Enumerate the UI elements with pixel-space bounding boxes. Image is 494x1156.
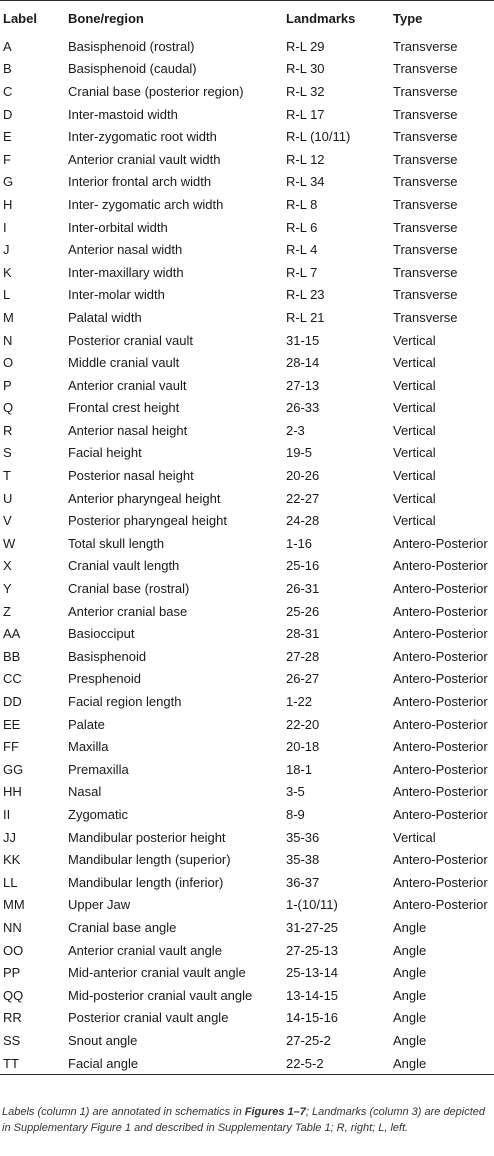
cell-type: Transverse [393, 219, 458, 235]
cell-bone-region: Facial height [68, 445, 142, 461]
table-row [0, 238, 494, 261]
cell-type: Transverse [393, 287, 458, 303]
cell-type: Angle [393, 942, 427, 958]
cell-label: PP [3, 965, 21, 981]
cell-label: R [3, 422, 13, 438]
cell-landmarks: R-L 23 [286, 287, 325, 303]
cell-bone-region: Posterior pharyngeal height [68, 513, 227, 529]
table-row [0, 509, 494, 532]
cell-bone-region: Anterior nasal width [68, 242, 183, 258]
cell-type: Transverse [393, 106, 458, 122]
cell-landmarks: 1-22 [286, 694, 313, 710]
cell-bone-region: Zygomatic [68, 806, 128, 822]
cell-label: I [3, 219, 7, 235]
cell-type: Antero-Posterior [393, 874, 488, 890]
cell-bone-region: Facial angle [68, 1055, 139, 1071]
cell-bone-region: Posterior cranial vault [68, 332, 193, 348]
table-row [0, 713, 494, 736]
cell-type: Transverse [393, 264, 458, 280]
table-row [0, 555, 494, 578]
cell-bone-region: Inter-mastoid width [68, 106, 178, 122]
cell-bone-region: Mandibular length (inferior) [68, 874, 224, 890]
cell-landmarks: R-L 7 [286, 264, 318, 280]
cell-type: Antero-Posterior [393, 806, 488, 822]
cell-landmarks: 25-26 [286, 603, 320, 619]
table-bottom-rule [0, 1074, 494, 1075]
cell-type: Antero-Posterior [393, 558, 488, 574]
cell-label: DD [3, 694, 22, 710]
cell-type: Transverse [393, 309, 458, 325]
table-row [0, 600, 494, 623]
table-footnote [2, 1104, 490, 1136]
cell-label: S [3, 445, 12, 461]
cell-type: Vertical [393, 355, 436, 371]
cell-type: Antero-Posterior [393, 694, 488, 710]
cell-bone-region: Posterior nasal height [68, 468, 194, 484]
cell-type: Vertical [393, 829, 436, 845]
cell-type: Transverse [393, 61, 458, 77]
cell-label: P [3, 377, 12, 393]
cell-bone-region: Inter- zygomatic arch width [68, 196, 224, 212]
cell-bone-region: Basiocciput [68, 626, 135, 642]
table-row [0, 216, 494, 239]
cell-label: X [3, 558, 12, 574]
cell-label: SS [3, 1032, 21, 1048]
cell-landmarks: R-L 32 [286, 83, 325, 99]
cell-label: A [3, 38, 12, 54]
cell-label: H [3, 196, 13, 212]
cell-bone-region: Middle cranial vault [68, 355, 180, 371]
cell-bone-region: Mid-anterior cranial vault angle [68, 965, 246, 981]
cell-bone-region: Basisphenoid (rostral) [68, 38, 195, 54]
table-row [0, 419, 494, 442]
table-row [0, 781, 494, 804]
measurement-table [0, 1, 494, 1074]
cell-label: BB [3, 648, 21, 664]
table-row [0, 397, 494, 420]
table-row [0, 261, 494, 284]
cell-bone-region: Basisphenoid (caudal) [68, 61, 197, 77]
cell-type: Transverse [393, 242, 458, 258]
cell-label: KK [3, 852, 21, 868]
header-bone-region: Bone/region [68, 10, 144, 26]
cell-bone-region: Total skull length [68, 535, 165, 551]
cell-landmarks: 1-16 [286, 535, 313, 551]
table-row [0, 80, 494, 103]
cell-landmarks: 31-27-25 [286, 919, 339, 935]
cell-bone-region: Palatal width [68, 309, 142, 325]
cell-label: FF [3, 739, 19, 755]
cell-type: Vertical [393, 377, 436, 393]
table-row [0, 351, 494, 374]
cell-type: Antero-Posterior [393, 626, 488, 642]
cell-label: L [3, 287, 11, 303]
cell-label: Q [3, 400, 14, 416]
table-row [0, 464, 494, 487]
header-landmarks: Landmarks [286, 10, 356, 26]
cell-label: N [3, 332, 13, 348]
cell-landmarks: 28-14 [286, 355, 320, 371]
cell-type: Antero-Posterior [393, 852, 488, 868]
table-row [0, 103, 494, 126]
header-label: Label [3, 10, 37, 26]
cell-label: CC [3, 671, 22, 687]
table-row [0, 1052, 494, 1075]
cell-landmarks: R-L 21 [286, 309, 325, 325]
cell-landmarks: R-L 17 [286, 106, 325, 122]
cell-type: Antero-Posterior [393, 739, 488, 755]
cell-landmarks: 18-1 [286, 761, 313, 777]
cell-landmarks: 20-26 [286, 468, 320, 484]
cell-label: JJ [3, 829, 16, 845]
table-row [0, 442, 494, 465]
cell-bone-region: Anterior nasal height [68, 422, 188, 438]
table-row [0, 758, 494, 781]
cell-label: EE [3, 716, 21, 732]
cell-label: RR [3, 1010, 22, 1026]
cell-type: Transverse [393, 151, 458, 167]
cell-landmarks: 26-31 [286, 581, 320, 597]
footnote-text-1: Labels (column 1) are annotated in schematics in [2, 1106, 245, 1118]
cell-label: C [3, 83, 13, 99]
cell-bone-region: Palate [68, 716, 105, 732]
cell-type: Antero-Posterior [393, 581, 488, 597]
table-row [0, 1029, 494, 1052]
cell-landmarks: 25-13-14 [286, 965, 339, 981]
cell-landmarks: 22-27 [286, 490, 320, 506]
cell-bone-region: Frontal crest height [68, 400, 180, 416]
cell-landmarks: 20-18 [286, 739, 320, 755]
cell-type: Transverse [393, 129, 458, 145]
table-row [0, 735, 494, 758]
header-type: Type [393, 10, 423, 26]
cell-label: F [3, 151, 11, 167]
table-row [0, 171, 494, 194]
cell-landmarks: 27-25-13 [286, 942, 339, 958]
cell-label: D [3, 106, 13, 122]
cell-label: W [3, 535, 16, 551]
cell-landmarks: R-L 6 [286, 219, 318, 235]
cell-landmarks: 28-31 [286, 626, 320, 642]
table-row [0, 148, 494, 171]
table-header-row [0, 1, 494, 35]
table-row [0, 939, 494, 962]
cell-landmarks: 24-28 [286, 513, 320, 529]
cell-landmarks: R-L 12 [286, 151, 325, 167]
cell-bone-region: Nasal [68, 784, 102, 800]
cell-type: Antero-Posterior [393, 784, 488, 800]
cell-label: TT [3, 1055, 19, 1071]
cell-bone-region: Anterior pharyngeal height [68, 490, 221, 506]
cell-landmarks: R-L (10/11) [286, 129, 351, 145]
cell-label: J [3, 242, 10, 258]
cell-label: K [3, 264, 12, 280]
table-row [0, 306, 494, 329]
cell-bone-region: Upper Jaw [68, 897, 131, 913]
cell-landmarks: R-L 4 [286, 242, 318, 258]
cell-label: E [3, 129, 12, 145]
cell-landmarks: 31-15 [286, 332, 320, 348]
cell-label: HH [3, 784, 22, 800]
cell-type: Transverse [393, 38, 458, 54]
cell-landmarks: 27-13 [286, 377, 320, 393]
cell-label: U [3, 490, 13, 506]
cell-landmarks: 27-28 [286, 648, 320, 664]
cell-type: Antero-Posterior [393, 761, 488, 777]
table-row [0, 871, 494, 894]
table-row [0, 984, 494, 1007]
table-row [0, 690, 494, 713]
cell-type: Vertical [393, 445, 436, 461]
table-row [0, 125, 494, 148]
table-row [0, 916, 494, 939]
cell-landmarks: 26-27 [286, 671, 320, 687]
cell-type: Vertical [393, 468, 436, 484]
cell-label: T [3, 468, 11, 484]
cell-bone-region: Facial region length [68, 694, 182, 710]
cell-type: Vertical [393, 422, 436, 438]
cell-landmarks: 2-3 [286, 422, 305, 438]
cell-type: Vertical [393, 513, 436, 529]
cell-bone-region: Mandibular posterior height [68, 829, 226, 845]
cell-bone-region: Snout angle [68, 1032, 138, 1048]
cell-bone-region: Inter-molar width [68, 287, 165, 303]
cell-bone-region: Inter-zygomatic root width [68, 129, 217, 145]
cell-label: II [3, 806, 11, 822]
cell-type: Vertical [393, 400, 436, 416]
cell-landmarks: 13-14-15 [286, 987, 339, 1003]
cell-landmarks: 35-36 [286, 829, 320, 845]
cell-bone-region: Anterior cranial base [68, 603, 188, 619]
cell-type: Angle [393, 987, 427, 1003]
cell-landmarks: 35-38 [286, 852, 320, 868]
cell-bone-region: Cranial base (posterior region) [68, 83, 244, 99]
cell-bone-region: Mid-posterior cranial vault angle [68, 987, 253, 1003]
cell-type: Angle [393, 965, 427, 981]
cell-label: GG [3, 761, 24, 777]
cell-landmarks: 8-9 [286, 806, 305, 822]
cell-label: O [3, 355, 14, 371]
cell-label: NN [3, 919, 22, 935]
cell-label: Z [3, 603, 11, 619]
table-row [0, 374, 494, 397]
cell-type: Angle [393, 1055, 427, 1071]
cell-type: Angle [393, 1032, 427, 1048]
cell-bone-region: Anterior cranial vault angle [68, 942, 222, 958]
cell-label: OO [3, 942, 24, 958]
cell-label: V [3, 513, 12, 529]
cell-landmarks: 22-5-2 [286, 1055, 324, 1071]
cell-type: Vertical [393, 490, 436, 506]
cell-landmarks: 27-25-2 [286, 1032, 331, 1048]
cell-landmarks: 1-(10/11) [286, 897, 338, 913]
table-row [0, 668, 494, 691]
cell-landmarks: 25-16 [286, 558, 320, 574]
cell-bone-region: Mandibular length (superior) [68, 852, 231, 868]
cell-landmarks: 22-20 [286, 716, 320, 732]
cell-type: Antero-Posterior [393, 716, 488, 732]
footnote-figures-link[interactable]: Figures 1–7 [244, 1106, 306, 1118]
cell-landmarks: 19-5 [286, 445, 313, 461]
cell-bone-region: Basisphenoid [68, 648, 147, 664]
table-row [0, 803, 494, 826]
table-row [0, 487, 494, 510]
cell-landmarks: 14-15-16 [286, 1010, 339, 1026]
cell-bone-region: Interior frontal arch width [68, 174, 212, 190]
table-row [0, 826, 494, 849]
table-row [0, 1007, 494, 1030]
cell-label: B [3, 61, 12, 77]
cell-bone-region: Anterior cranial vault [68, 377, 187, 393]
cell-landmarks: 36-37 [286, 874, 320, 890]
table-row [0, 622, 494, 645]
cell-landmarks: R-L 8 [286, 196, 318, 212]
table-row [0, 645, 494, 668]
cell-bone-region: Maxilla [68, 739, 109, 755]
cell-bone-region: Inter-maxillary width [68, 264, 184, 280]
cell-bone-region: Premaxilla [68, 761, 129, 777]
table-row [0, 35, 494, 58]
cell-type: Antero-Posterior [393, 648, 488, 664]
cell-bone-region: Inter-orbital width [68, 219, 168, 235]
cell-landmarks: R-L 30 [286, 61, 325, 77]
cell-bone-region: Presphenoid [68, 671, 141, 687]
cell-type: Antero-Posterior [393, 535, 488, 551]
table-row [0, 284, 494, 307]
footnote-text-2: ; Landmarks (column 3) are depicted in Supplementary Figure 1 and described in Supplementary Table 1; R, right; L, left. [2, 1106, 486, 1134]
cell-type: Antero-Posterior [393, 603, 488, 619]
cell-type: Angle [393, 1010, 427, 1026]
cell-label: QQ [3, 987, 24, 1003]
cell-label: MM [3, 897, 25, 913]
cell-label: AA [3, 626, 21, 642]
cell-type: Transverse [393, 174, 458, 190]
cell-type: Transverse [393, 196, 458, 212]
cell-label: LL [3, 874, 18, 890]
table-row [0, 577, 494, 600]
table-row [0, 329, 494, 352]
cell-label: M [3, 309, 14, 325]
cell-landmarks: 26-33 [286, 400, 320, 416]
cell-label: Y [3, 581, 12, 597]
cell-bone-region: Cranial vault length [68, 558, 180, 574]
cell-bone-region: Cranial base angle [68, 919, 177, 935]
table-row [0, 894, 494, 917]
cell-type: Transverse [393, 83, 458, 99]
cell-landmarks: 3-5 [286, 784, 305, 800]
cell-bone-region: Anterior cranial vault width [68, 151, 221, 167]
cell-type: Antero-Posterior [393, 897, 488, 913]
cell-landmarks: R-L 34 [286, 174, 325, 190]
table-row [0, 848, 494, 871]
cell-type: Angle [393, 919, 427, 935]
table-row [0, 532, 494, 555]
table-row [0, 193, 494, 216]
cell-label: G [3, 174, 14, 190]
table-row [0, 961, 494, 984]
cell-landmarks: R-L 29 [286, 38, 325, 54]
cell-type: Antero-Posterior [393, 671, 488, 687]
cell-bone-region: Cranial base (rostral) [68, 581, 190, 597]
cell-type: Vertical [393, 332, 436, 348]
cell-bone-region: Posterior cranial vault angle [68, 1010, 229, 1026]
table-body [0, 35, 494, 1074]
table-row [0, 58, 494, 81]
